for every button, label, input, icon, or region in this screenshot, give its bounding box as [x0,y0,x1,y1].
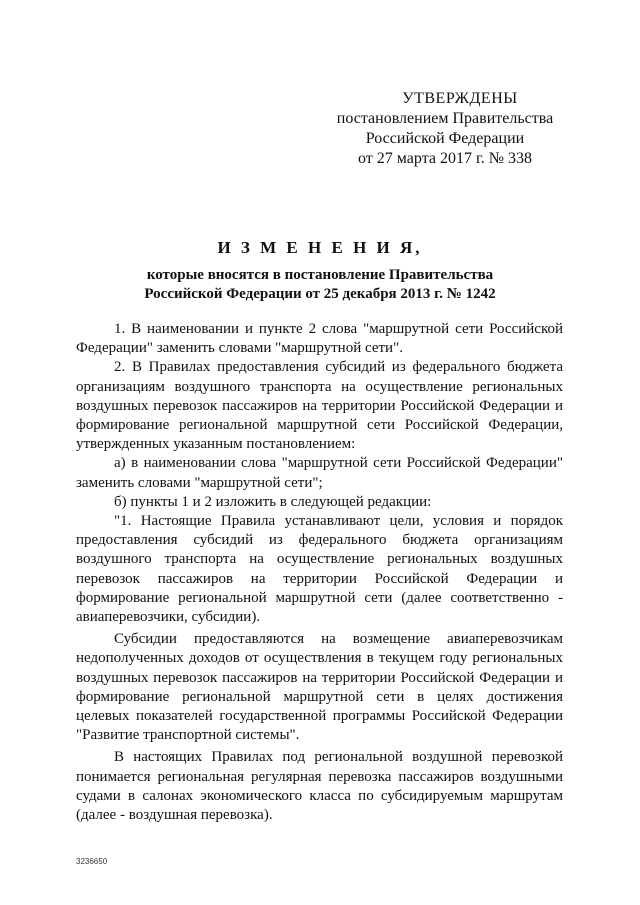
approval-line-country: Российской Федерации [365,130,525,147]
approval-heading: УТВЕРЖДЕНЫ [402,90,518,107]
approval-line-decree: постановлением Правительства [336,110,554,127]
paragraph-subsidies: Субсидии предоставляются на возмещение авиаперевозчикам недополученных доходов от осуществления в текущем году региональных воздушных перевозок пассажиров на территории Российской Федерации и формирование региональной маршрутной сети в целях достижения целевых показателей государственной программы Российской Федерации "Развитие транспортной системы". [76,631,563,744]
paragraph-2: 2. В Правилах предоставления субсидий из федерального бюджета организациям воздушного транспорта на осуществление региональных воздушных перевозок пассажиров на территории Российской Федерации и формирование региональной маршрутной сети Российской Федерации, утвержденных указанным постановлением: [76,359,563,453]
approval-block [330,89,560,169]
approval-line-date: от 27 марта 2017 г. № 338 [358,150,532,167]
paragraph-2b: б) пункты 1 и 2 изложить в следующей редакции: [114,493,432,510]
paragraph-definition: В настоящих Правилах под региональной воздушной перевозкой понимается региональная регулярная перевозка пассажиров воздушными судами в салонах экономического класса по субсидируемым маршрутам (далее - воздушная перевозка). [76,749,563,824]
document-code: 3236650 [76,857,108,866]
document-subtitle [0,266,640,304]
paragraph-quote-1: "1. Настоящие Правила устанавливают цели, условия и порядок предоставления субсидий из федерального бюджета организациям воздушного транспорта на осуществление региональных воздушных перевозок пассажиров на территории Российской Федерации и формирование региональной маршрутной сети (далее соответственно - авиаперевозчики, субсидии). [76,513,563,626]
paragraph-2a: а) в наименовании слова "маршрутной сети Российской Федерации" заменить словами "маршрутной сети"; [76,455,563,491]
subtitle-line-2: Российской Федерации от 25 декабря 2013 г. № 1242 [144,286,496,302]
subtitle-line-1: которые вносятся в постановление Правительства [146,267,494,283]
document-body [76,320,563,825]
document-title: И З М Е Н Е Н И Я, [217,238,423,257]
paragraph-1: 1. В наименовании и пункте 2 слова "маршрутной сети Российской Федерации" заменить словами "маршрутной сети". [76,321,563,357]
